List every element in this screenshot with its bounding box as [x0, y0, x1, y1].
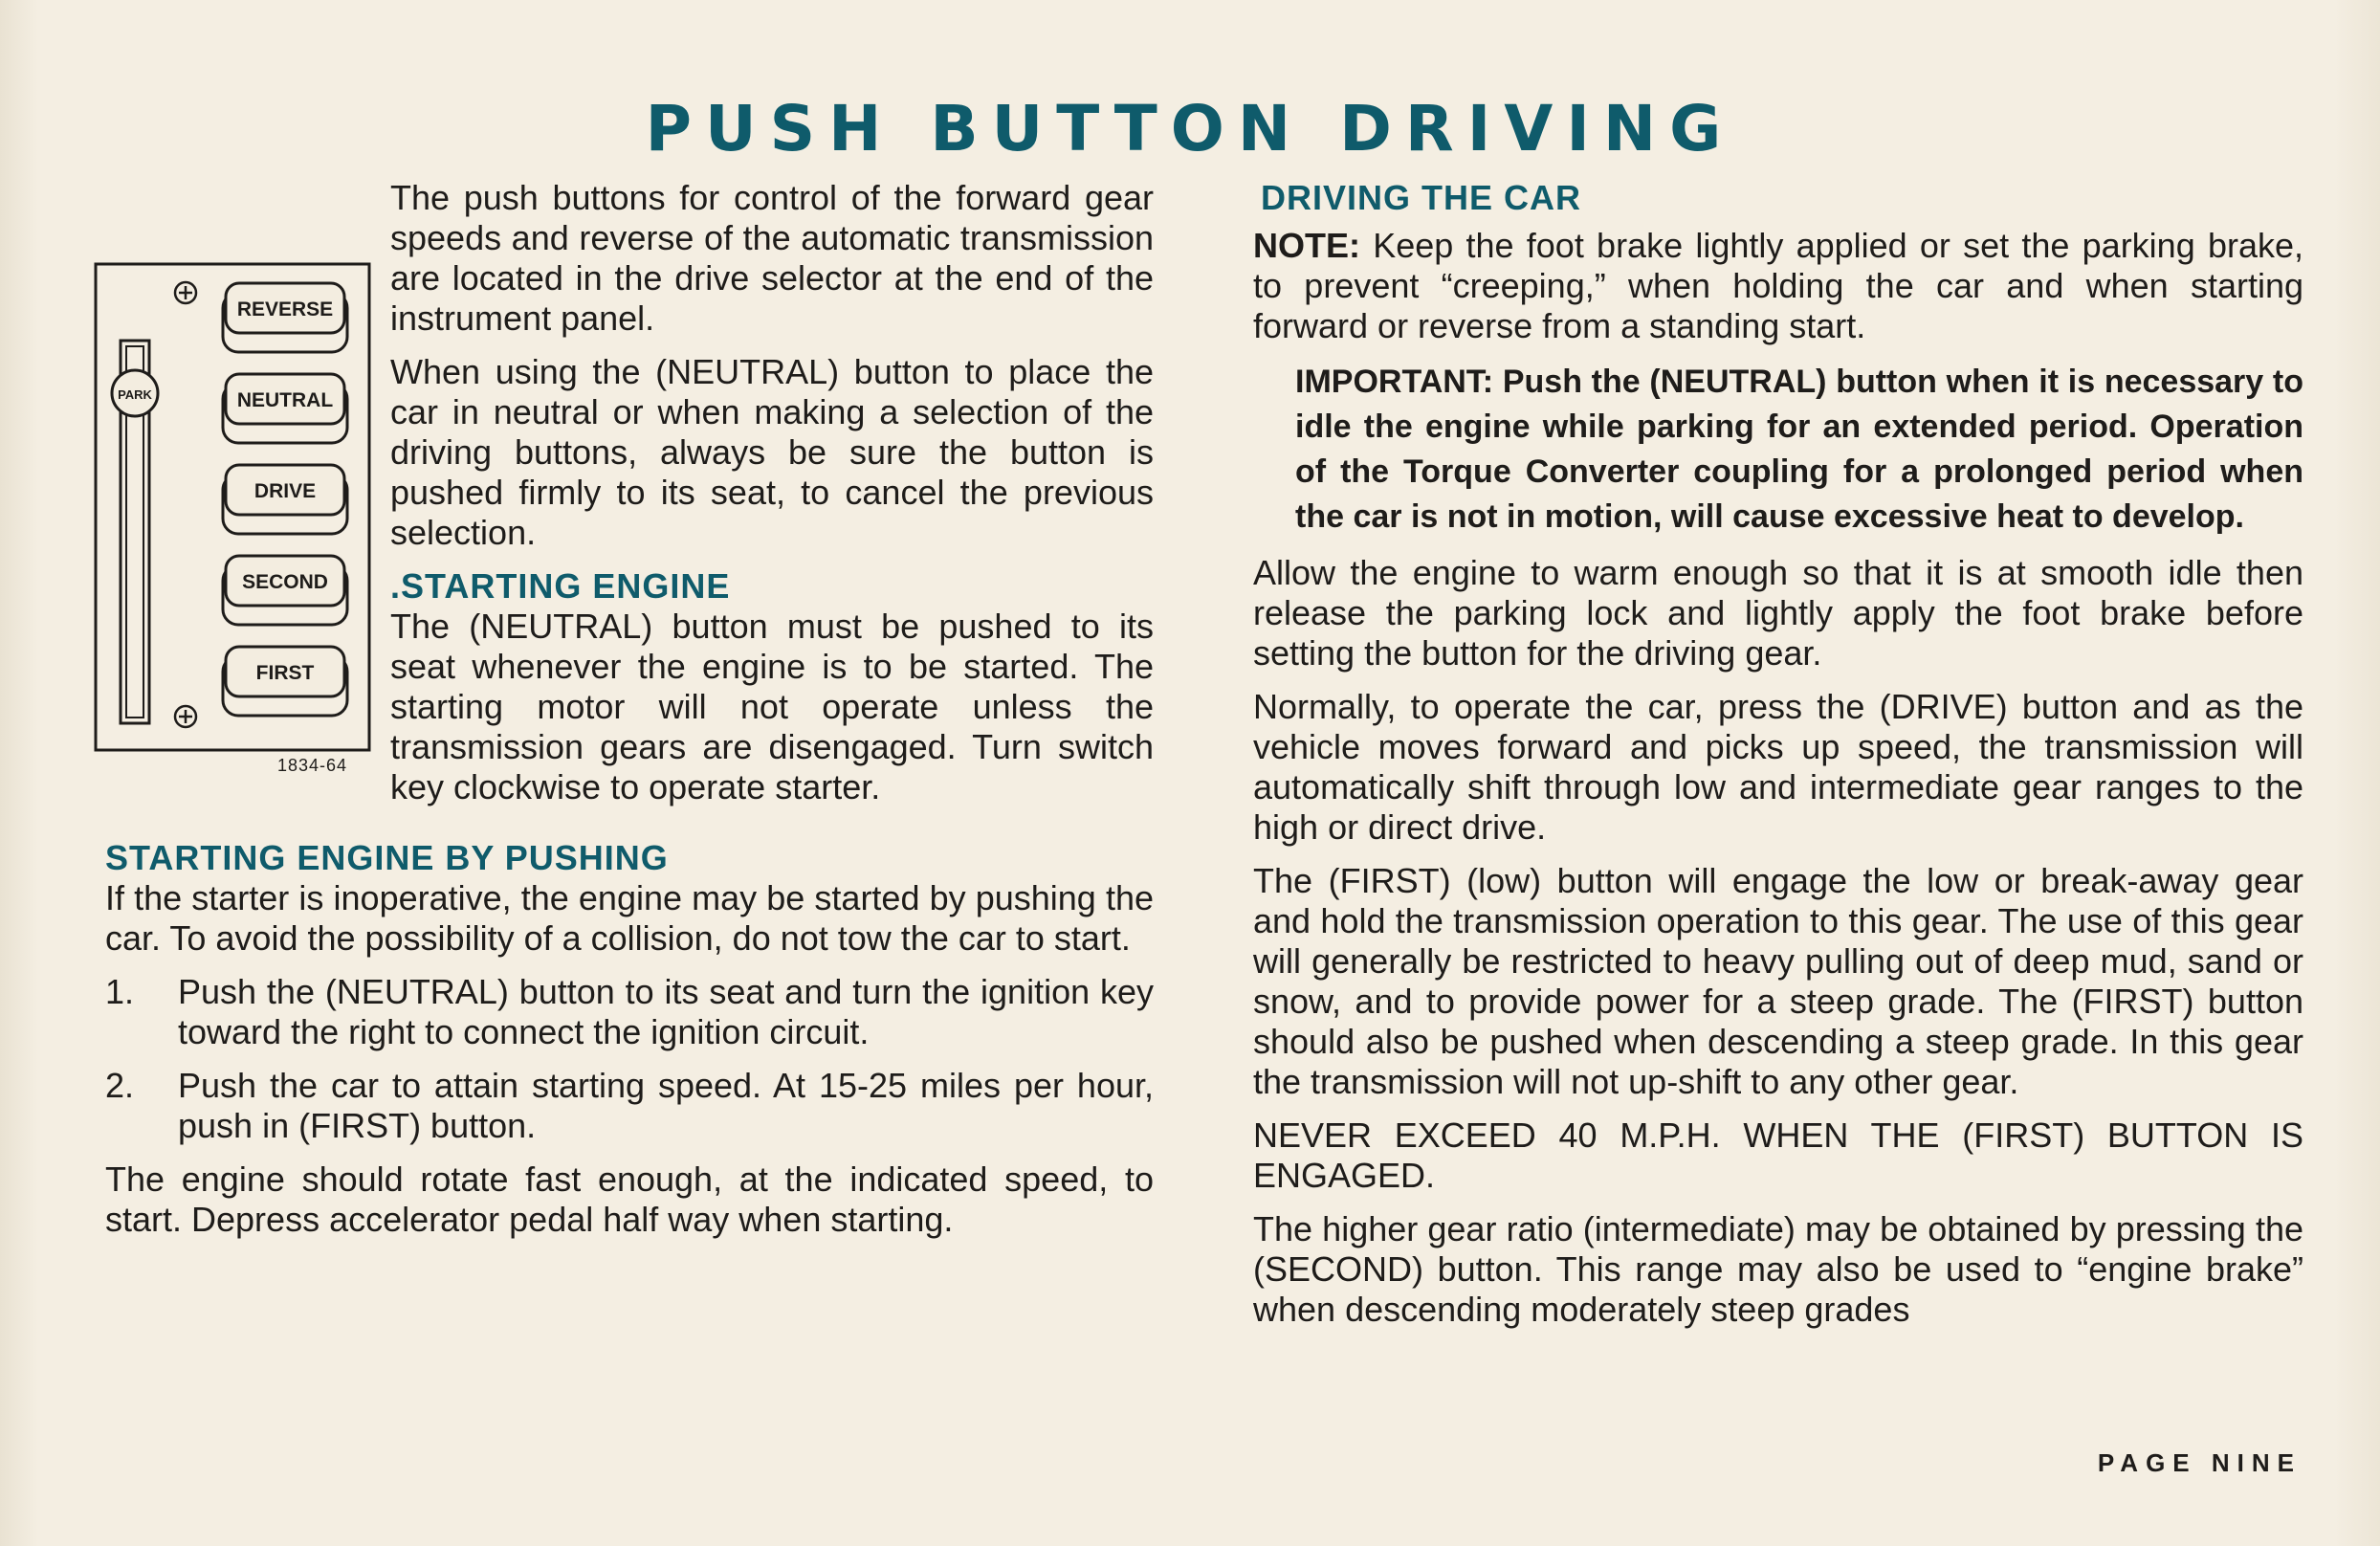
selector-button-neutral — [223, 374, 347, 443]
selector-button-second — [223, 556, 347, 625]
list-item-1 — [105, 972, 1154, 1052]
list-text: Push the car to attain starting speed. At 15-25 miles per hour, push in (FIRST) button. — [178, 1066, 1154, 1145]
selector-button-drive — [223, 465, 347, 534]
list-text: Push the (NEUTRAL) button to its seat and turn the ignition key toward the right to connect the ignition circuit. — [178, 972, 1154, 1051]
left-column — [105, 178, 1154, 1240]
intro-paragraph-2: When using the (NEUTRAL) button to place the car in neutral or when making a selection of the driving buttons, always be sure the button is pushed firmly to its seat, to cancel the previous selection. — [390, 352, 1154, 552]
closing-paragraph: The engine should rotate fast enough, at the indicated speed, to start. Depress accelerator pedal half way when starting. — [105, 1160, 1154, 1239]
selector-button-label: DRIVE — [253, 480, 317, 502]
list-number: 2. — [105, 1066, 135, 1105]
screw-icon-top — [175, 282, 196, 303]
paragraph-first: The (FIRST) (low) button will engage the low or break-away gear and hold the transmission operation to this gear. The use of this gear will generally be restricted to heavy pulling out of deep mud, sand or snow, and to provide power for a steep grade. The (FIRST) button should also be pushed when descending a steep grade. In this gear the transmission will not up-shift to any other gear. — [1253, 861, 2303, 1101]
right-column — [1253, 178, 2303, 1343]
driving-heading: DRIVING THE CAR — [1261, 178, 1582, 217]
drive-selector-diagram — [94, 235, 381, 752]
important-notice: IMPORTANT: Push the (NEUTRAL) button when it is necessary to idle the engine while parking for an extended period. Operation of the Torque Converter coupling for a prolonged period when the car is not in motion, will cause excessive heat to develop. — [1295, 364, 2303, 535]
list-item-2 — [105, 1066, 1154, 1146]
intro-paragraph-1: The push buttons for control of the forward gear speeds and reverse of the automatic transmission are located in the drive selector at the end of the instrument panel. — [390, 178, 1154, 338]
paragraph-speed-warning: NEVER EXCEED 40 M.P.H. WHEN THE (FIRST) BUTTON IS ENGAGED. — [1253, 1115, 2303, 1195]
page-title: PUSH BUTTON DRIVING — [645, 92, 1735, 166]
page-number: PAGE NINE — [2097, 1448, 2302, 1477]
selector-button-label: NEUTRAL — [236, 389, 334, 411]
spacer — [105, 821, 1154, 838]
pushing-paragraph: If the starter is inoperative, the engine may be started by pushing the car. To avoid the possibility of a collision, do not tow the car to start. — [105, 878, 1154, 958]
paragraph-warm-up: Allow the engine to warm enough so that it is at smooth idle then release the parking lock and lightly apply the foot brake before setting the button for the driving gear. — [1253, 553, 2303, 673]
list-number: 1. — [105, 972, 135, 1011]
starting-engine-paragraph: The (NEUTRAL) button must be pushed to its seat whenever the engine is to be started. The starting motor will not operate unless the transmission gears are disengaged. Turn switch key clockwise to operate starter. — [390, 607, 1154, 806]
figure-code: 1834-64 — [277, 756, 348, 775]
screw-icon-bottom — [175, 706, 196, 727]
selector-button-label: FIRST — [255, 662, 315, 684]
selector-button-label: SECOND — [242, 571, 328, 593]
note-paragraph — [1253, 226, 2303, 346]
paragraph-drive: Normally, to operate the car, press the (DRIVE) button and as the vehicle moves forward and picks up speed, the transmission will automatically shift through low and intermediate gear ranges to the high or direct drive. — [1253, 687, 2303, 847]
note-text: Keep the foot brake lightly applied or set the parking brake, to prevent “creeping,” when holding the car and when starting forward or reverse from a standing start. — [1253, 226, 2303, 345]
selector-button-label: REVERSE — [236, 298, 334, 320]
intro-block — [105, 178, 1154, 807]
selector-button-reverse — [223, 283, 347, 352]
starting-engine-heading: .STARTING ENGINE — [390, 566, 731, 606]
intro-text — [390, 178, 1154, 807]
park-knob — [112, 370, 158, 416]
paragraph-second: The higher gear ratio (intermediate) may be obtained by pressing the (SECOND) button. This range may also be used to “engine brake” when descending moderately steep grades — [1253, 1209, 2303, 1329]
note-label: NOTE: — [1253, 226, 1360, 265]
pushing-heading: STARTING ENGINE BY PUSHING — [105, 838, 669, 877]
park-label: PARK — [118, 387, 152, 402]
selector-button-first — [223, 647, 347, 716]
